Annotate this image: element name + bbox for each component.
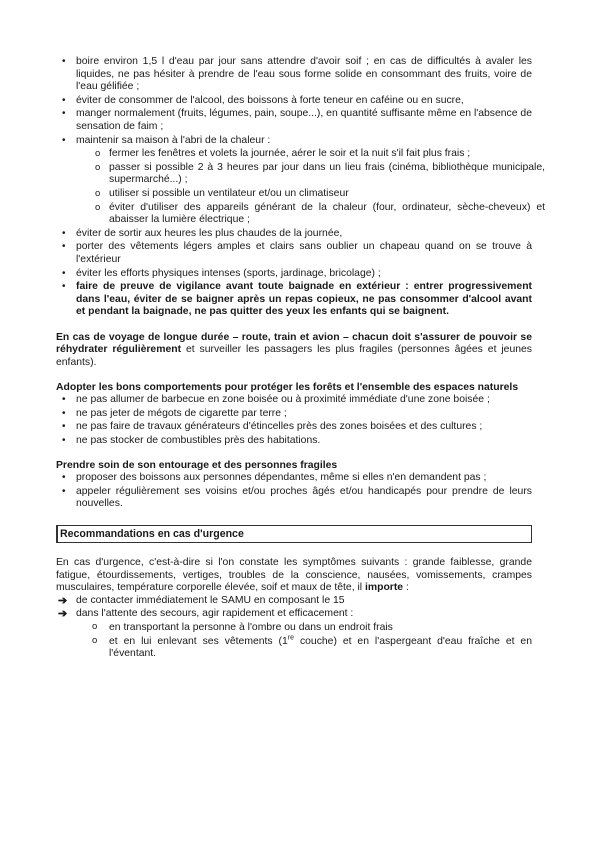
sublist-item: [76, 148, 545, 161]
list-item: [56, 435, 532, 448]
forests-list: [56, 394, 532, 447]
list-item: [56, 228, 532, 241]
emergency-section-title: [56, 525, 532, 543]
emergency-intro-text: En cas d'urgence, c'est-à-dire si l'on constate les symptômes suivants : grande faiblesse, grande fatigue, étourdissements, vertiges, troubles de la conscience, nausées, vomissements, crampes musculaires, température corporelle élevée, soif et maux de tête, il: [56, 557, 532, 594]
section-title-text: Recommandations en cas d'urgence: [60, 528, 244, 540]
list-item-text: ne pas stocker de combustibles près des habitations.: [76, 435, 321, 447]
list-item-text: dans l'attente des secours, agir rapidement et efficacement :: [76, 608, 354, 620]
emergency-intro-bold: importe: [364, 582, 404, 594]
list-item: [56, 134, 545, 227]
list-item-text: ne pas jeter de mégots de cigarette par terre ;: [76, 407, 287, 419]
sublist-item-text: et en lui enlevant ses vêtements (1: [109, 635, 288, 647]
list-item-text: de contacter immédiatement le SAMU en composant le 15: [76, 594, 345, 606]
list-item: [56, 241, 532, 266]
sublist-item: [76, 636, 532, 661]
travel-text: et surveiller les passagers les plus fragiles (personnes âgées et jeunes enfants).: [56, 344, 532, 369]
list-item: [56, 56, 532, 94]
sublist-item: [76, 202, 545, 227]
list-item: [56, 595, 532, 608]
sublist-item: [76, 162, 545, 187]
home-cooling-sublist: [76, 148, 545, 227]
sublist-item: [76, 622, 532, 635]
sublist-item-text: en transportant la personne à l'ombre ou dans un endroit frais: [109, 621, 393, 633]
list-item: [56, 408, 532, 421]
list-item: [56, 108, 532, 133]
list-item: [56, 281, 532, 319]
list-item-text: appeler régulièrement ses voisins et/ou proches âgés et/ou handicapés pour prendre de leurs nouvelles.: [76, 485, 532, 510]
emergency-sublist: [76, 622, 532, 661]
entourage-list: [56, 472, 532, 511]
emergency-actions-list: [56, 595, 532, 661]
entourage-heading: Prendre soin de son entourage et des personnes fragiles: [56, 459, 338, 471]
travel-paragraph: [56, 332, 532, 370]
list-item-text: éviter les efforts physiques intenses (sports, jardinage, bricolage) ;: [76, 267, 381, 279]
list-item-text: maintenir sa maison à l'abri de la chaleur :: [76, 134, 271, 146]
heat-advice-list: [56, 56, 545, 319]
list-item-text: éviter de consommer de l'alcool, des boissons à forte teneur en caféine ou en sucre,: [76, 94, 464, 106]
page-content: [56, 56, 545, 662]
list-item-text: éviter de sortir aux heures les plus chaudes de la journée,: [76, 227, 343, 239]
arrow-right-icon: ➔: [58, 594, 68, 607]
list-item: [56, 394, 532, 407]
sublist-item-text-end: couche) et en l'aspergeant d'eau fraîche et en l'éventant.: [109, 635, 532, 660]
emergency-intro-end: :: [403, 582, 409, 594]
forests-heading: Adopter les bons comportements pour protéger les forêts et l'ensemble des espaces naturels: [56, 381, 519, 393]
arrow-right-icon: ➔: [58, 608, 68, 621]
list-item-text: proposer des boissons aux personnes dépendantes, même si elles n'en demandent pas ;: [76, 472, 487, 484]
list-item-text: ne pas faire de travaux générateurs d'étincelles près des zones boisées et des cultures ;: [76, 421, 483, 433]
travel-bold-text: En cas de voyage de longue durée – route, train et avion – chacun doit s'assurer de pouvoir se réhydrater régulièrement: [56, 331, 532, 356]
list-item: [56, 608, 532, 660]
list-item: [56, 421, 532, 434]
list-item-text: ne pas allumer de barbecue en zone boisée ou à proximité immédiate d'une zone boisée ;: [76, 394, 490, 406]
superscript-text: re: [287, 634, 295, 642]
sublist-item-text: passer si possible 2 à 3 heures par jour dans un lieu frais (cinéma, bibliothèque municipale, supermarché...) ;: [109, 161, 545, 186]
sublist-item-text: fermer les fenêtres et volets la journée, aérer le soir et la nuit s'il fait plus frais ;: [109, 148, 471, 160]
sublist-item-text: utiliser si possible un ventilateur et/ou un climatiseur: [109, 187, 349, 199]
list-item: [56, 95, 532, 108]
list-item-text: boire environ 1,5 l d'eau par jour sans attendre d'avoir soif ; en cas de difficultés à avaler les liquides, ne pas hésiter à prendre de l'eau sous forme solide en consommant des fruits, voire de l'eau gélifiée ;: [76, 56, 532, 93]
list-item-text: faire de preuve de vigilance avant toute baignade en extérieur : entrer progressivement dans l'eau, éviter de se baigner après un repas copieux, ne pas consommer d'alcool avant et pendant la baignade, ne pas quitter des yeux les enfants qui se baignent.: [76, 281, 532, 318]
list-item: [56, 486, 532, 511]
sublist-item: [76, 188, 545, 201]
list-item: [56, 472, 532, 485]
sublist-item-text: éviter d'utiliser des appareils générant de la chaleur (four, ordinateur, sèche-cheveux) et abaisser la lumière électrique ;: [109, 201, 545, 226]
list-item-text: porter des vêtements légers amples et clairs sans oublier un chapeau quand on se trouve à l'extérieur: [76, 241, 532, 265]
list-item-text: manger normalement (fruits, légumes, pain, soupe...), en quantité suffisante même en l'absence de sensation de faim ;: [76, 108, 532, 132]
emergency-intro: [56, 557, 532, 595]
list-item: [56, 268, 532, 281]
